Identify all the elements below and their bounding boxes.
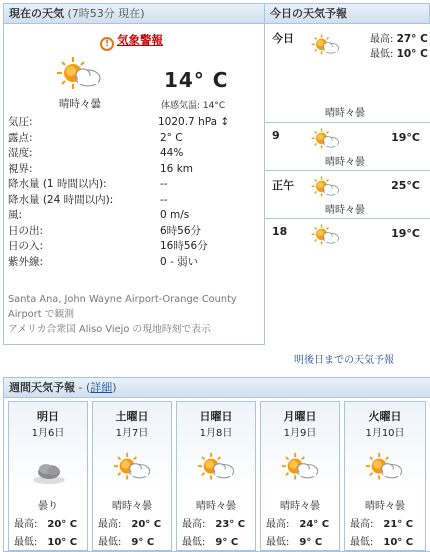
observation-value: 0 m/s <box>160 209 190 221</box>
today-min-max <box>370 32 428 62</box>
partly-cloudy-icon <box>281 450 321 484</box>
today-forecast-panel <box>265 3 430 248</box>
forecast-day-card <box>92 401 172 551</box>
forecast-day-card <box>260 401 340 551</box>
high-temp: 24° C <box>299 519 330 530</box>
current-weather-header <box>4 4 264 24</box>
day-date: 1月6日 <box>31 428 65 439</box>
day-name: 明日 <box>37 410 59 423</box>
observation-row <box>8 208 258 224</box>
day-date: 1月7日 <box>115 428 149 439</box>
high-temp: 20° C <box>47 519 78 530</box>
station-line: Airport で観測 <box>8 309 75 320</box>
high-temp: 27° C <box>396 33 428 45</box>
station-line: アメリカ合衆国 Aliso Viejo の現地時刻で表示 <box>8 324 211 335</box>
weekly-details-link[interactable]: 詳細 <box>90 381 113 394</box>
observation-value: -- <box>160 193 168 206</box>
today-block-noon <box>265 170 430 218</box>
observation-value: 16 km <box>160 162 194 175</box>
day-name: 日曜日 <box>199 410 233 423</box>
today-block-9 <box>265 122 430 170</box>
weekly-forecast-panel <box>3 377 430 552</box>
day-low <box>182 533 238 548</box>
observation-row <box>8 162 258 178</box>
observation-label: 紫外線: <box>8 255 44 268</box>
observation-value: 16時56分 <box>160 240 208 252</box>
observation-label: 露点: <box>8 131 33 144</box>
observation-station <box>8 292 264 337</box>
day-condition: 晴時々曇 <box>280 501 320 512</box>
observation-label: 日の出: <box>8 224 44 237</box>
low-temp: 10° C <box>47 537 78 548</box>
day-name: 火曜日 <box>368 410 402 423</box>
day-date: 1月9日 <box>283 428 317 439</box>
current-temperature: 14° C <box>164 68 229 92</box>
today-block-condition: 晴時々曇 <box>325 108 365 119</box>
day-high <box>266 515 329 530</box>
today-block-label: 18 <box>272 225 288 238</box>
day-condition: 晴時々曇 <box>112 501 152 512</box>
low-temp: 10° C <box>383 537 414 548</box>
partly-cloudy-icon <box>113 450 153 484</box>
low-temp: 9° C <box>215 537 239 548</box>
low-temp: 10° C <box>396 48 428 60</box>
forecast-day-card <box>344 401 426 551</box>
forecast-day-card <box>8 401 88 551</box>
low-label: 最低: <box>182 537 206 548</box>
observation-row <box>8 115 258 131</box>
day-high <box>98 515 161 530</box>
observation-label: 気圧: <box>8 116 33 128</box>
alert-icon: ! <box>100 37 114 51</box>
cloudy-icon <box>29 450 69 490</box>
partly-cloudy-icon <box>365 450 405 484</box>
day-low <box>14 533 77 548</box>
observation-row <box>8 193 258 209</box>
observation-label: 日の入: <box>8 240 44 252</box>
day-high <box>182 515 245 530</box>
weather-alert[interactable] <box>100 32 163 51</box>
observation-label: 風: <box>8 209 23 221</box>
today-block-temp: 19°C <box>391 227 420 240</box>
low-label: 最低: <box>266 537 290 548</box>
header-separator: - ( <box>75 381 91 394</box>
observation-row <box>8 239 258 255</box>
high-label: 最高: <box>370 34 394 45</box>
day-condition: 晴時々曇 <box>365 501 405 512</box>
high-label: 最高: <box>182 519 206 530</box>
high-label: 最高: <box>350 519 374 530</box>
day-name: 月曜日 <box>283 410 317 423</box>
day-date: 1月8日 <box>199 428 233 439</box>
partly-cloudy-icon <box>311 32 341 58</box>
forecast-day-card <box>176 401 256 551</box>
partly-cloudy-icon <box>197 450 237 484</box>
low-temp: 9° C <box>299 537 323 548</box>
extended-forecast-link[interactable]: 明後日までの天気予報 <box>294 355 394 366</box>
high-label: 最高: <box>14 519 38 530</box>
low-label: 最低: <box>350 537 374 548</box>
observation-row <box>8 255 258 271</box>
day-date: 1月10日 <box>365 428 405 439</box>
day-high <box>350 515 413 530</box>
observation-row <box>8 224 258 240</box>
weather-alert-link[interactable]: 気象警報 <box>117 33 163 47</box>
station-line: Santa Ana, John Wayne Airport-Orange County <box>8 294 237 305</box>
high-label: 最高: <box>266 519 290 530</box>
current-weather-panel <box>3 3 265 345</box>
current-weather-title: 現在の天気 <box>9 7 64 20</box>
today-forecast-header <box>265 4 429 24</box>
today-block-condition: 晴時々曇 <box>325 205 365 216</box>
observation-value: 44% <box>160 147 184 159</box>
day-condition: 曇り <box>38 501 58 512</box>
day-name: 土曜日 <box>115 410 149 423</box>
day-low <box>98 533 154 548</box>
today-block-temp: 19°C <box>391 131 420 144</box>
today-block-label: 今日 <box>272 32 294 45</box>
today-block-label: 正午 <box>272 179 294 192</box>
partly-cloudy-icon <box>311 174 341 200</box>
observation-value: 6時56分 <box>160 224 202 237</box>
high-temp: 21° C <box>383 519 414 530</box>
day-condition: 晴時々曇 <box>196 501 236 512</box>
weekly-forecast-title: 週間天気予報 <box>9 381 75 394</box>
partly-cloudy-icon <box>56 54 104 94</box>
current-weather-time: (7時53分 現在) <box>67 7 145 20</box>
observation-row <box>8 146 258 162</box>
partly-cloudy-icon <box>311 222 341 248</box>
day-low <box>350 533 413 548</box>
observation-value: -- <box>160 178 168 190</box>
low-label: 最低: <box>14 537 38 548</box>
header-close-paren: ) <box>112 381 117 394</box>
high-temp: 20° C <box>131 519 162 530</box>
today-block-label: 9 <box>272 129 280 142</box>
weekly-forecast-header <box>4 378 430 398</box>
partly-cloudy-icon <box>311 126 341 152</box>
high-label: 最高: <box>98 519 122 530</box>
observation-list <box>8 115 258 270</box>
low-label: 最低: <box>98 537 122 548</box>
today-block-18 <box>265 218 430 248</box>
today-block-condition: 晴時々曇 <box>325 157 365 168</box>
current-condition: 晴時々曇 <box>59 98 101 110</box>
day-high <box>14 515 77 530</box>
observation-value: 1020.7 hPa ↕ <box>158 116 230 128</box>
observation-label: 降水量 (24 時間以内): <box>8 193 114 206</box>
low-label: 最低: <box>370 49 394 60</box>
observation-label: 視界: <box>8 162 33 175</box>
low-temp: 9° C <box>131 537 155 548</box>
observation-value: 2° C <box>160 131 183 144</box>
day-low <box>266 533 322 548</box>
feels-like-temperature: 体感気温: 14°C <box>161 101 226 111</box>
today-forecast-title: 今日の天気予報 <box>270 7 347 20</box>
observation-row <box>8 131 258 147</box>
observation-label: 湿度: <box>8 147 33 159</box>
observation-row <box>8 177 258 193</box>
today-block-day <box>265 24 430 122</box>
high-temp: 23° C <box>215 519 246 530</box>
today-block-temp: 25°C <box>391 179 420 192</box>
observation-label: 降水量 (1 時間以内): <box>8 178 107 190</box>
observation-value: 0 - 弱い <box>160 255 199 268</box>
